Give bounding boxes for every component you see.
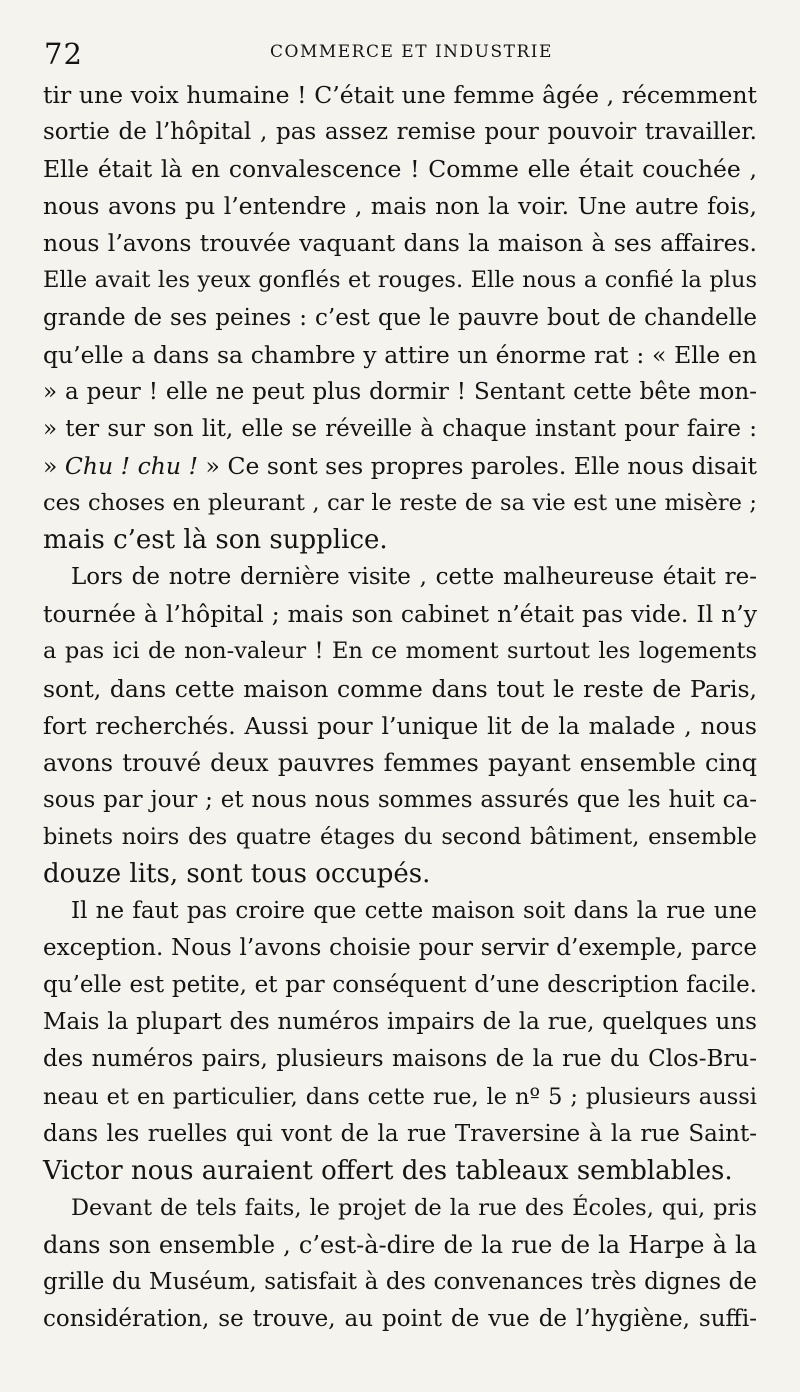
text-line: Devant de tels faits, le projet de la rue des Écoles, qui, pris — [71, 1194, 757, 1221]
text-line: dans les ruelles qui vont de la rue Traversine à la rue Saint- — [43, 1120, 757, 1147]
text-line: tir une voix humaine ! C’était une femme âgée , récemment — [43, 81, 757, 109]
text-line: nous avons pu l’entendre , mais non la voir. Une autre fois, — [43, 192, 757, 221]
running-head: COMMERCE ET INDUSTRIE — [270, 42, 553, 62]
text-line: qu’elle est petite, et par conséquent d’une description facile. — [43, 972, 757, 999]
text-line: Victor nous auraient offert des tableaux semblables. — [43, 1155, 733, 1186]
quote-open: » — [43, 451, 65, 480]
text-line: » a peur ! elle ne peut plus dormir ! Sentant cette bête mon- — [43, 378, 757, 405]
text-line: binets noirs des quatre étages du second bâtiment, ensemble — [43, 823, 757, 850]
text-line: grille du Muséum, satisfait à des convenances très dignes de — [43, 1269, 757, 1295]
page-number: 72 — [44, 37, 83, 71]
text-line: Il ne faut pas croire que cette maison soit dans la rue une — [71, 898, 757, 925]
text-line: avons trouvé deux pauvres femmes payant ensemble cinq — [43, 748, 757, 777]
text-line: Lors de notre dernière visite , cette malheureuse était re- — [71, 564, 757, 591]
text-line: mais c’est là son supplice. — [43, 525, 388, 556]
text-line: fort recherchés. Aussi pour l’unique lit de la malade , nous — [43, 711, 757, 740]
text-line: Mais la plupart des numéros impairs de la rue, quelques uns — [43, 1009, 757, 1036]
text-line: Elle était là en convalescence ! Comme elle était couchée , — [43, 155, 757, 184]
text-line: douze lits, sont tous occupés. — [43, 858, 431, 889]
text-line: des numéros pairs, plusieurs maisons de la rue du Clos-Bru- — [43, 1046, 757, 1073]
text-line: grande de ses peines : c’est que le pauvre bout de chandelle — [43, 304, 757, 331]
quote-close: » — [198, 451, 220, 480]
quote-italic: Chu ! chu ! — [64, 451, 199, 480]
text-line: ces choses en pleurant , car le reste de sa vie est une misère ; — [43, 490, 757, 517]
text-line: a pas ici de non-valeur ! En ce moment surtout les logements — [43, 638, 757, 665]
body-text — [43, 77, 757, 1338]
text-line-quote — [43, 448, 757, 485]
text-line: tournée à l’hôpital ; mais son cabinet n’était pas vide. Il n’y — [43, 600, 757, 629]
text-line: neau et en particulier, dans cette rue, le nº 5 ; plusieurs aussi — [43, 1083, 757, 1110]
text-line: considération, se trouve, au point de vue de l’hygiène, suffi- — [43, 1306, 757, 1333]
page-header — [44, 34, 758, 74]
text-line: nous l’avons trouvée vaquant dans la maison à ses affaires. — [43, 229, 757, 258]
text-line: Elle avait les yeux gonflés et rouges. Elle nous a confié la plus — [43, 267, 757, 294]
quote-rest: Ce sont ses propres paroles. Elle nous disait — [227, 451, 757, 480]
text-line: exception. Nous l’avons choisie pour servir d’exemple, parce — [43, 935, 757, 962]
text-line: sortie de l’hôpital , pas assez remise pour pouvoir travailler. — [43, 119, 757, 146]
text-line: sont, dans cette maison comme dans tout le reste de Paris, — [43, 674, 757, 703]
text-line: qu’elle a dans sa chambre y attire un énorme rat : « Elle en — [43, 340, 757, 369]
text-line: sous par jour ; et nous nous sommes assurés que les huit ca- — [43, 786, 757, 813]
text-line: dans son ensemble , c’est-à-dire de la rue de la Harpe à la — [43, 1230, 757, 1259]
text-line: » ter sur son lit, elle se réveille à chaque instant pour faire : — [43, 415, 757, 442]
